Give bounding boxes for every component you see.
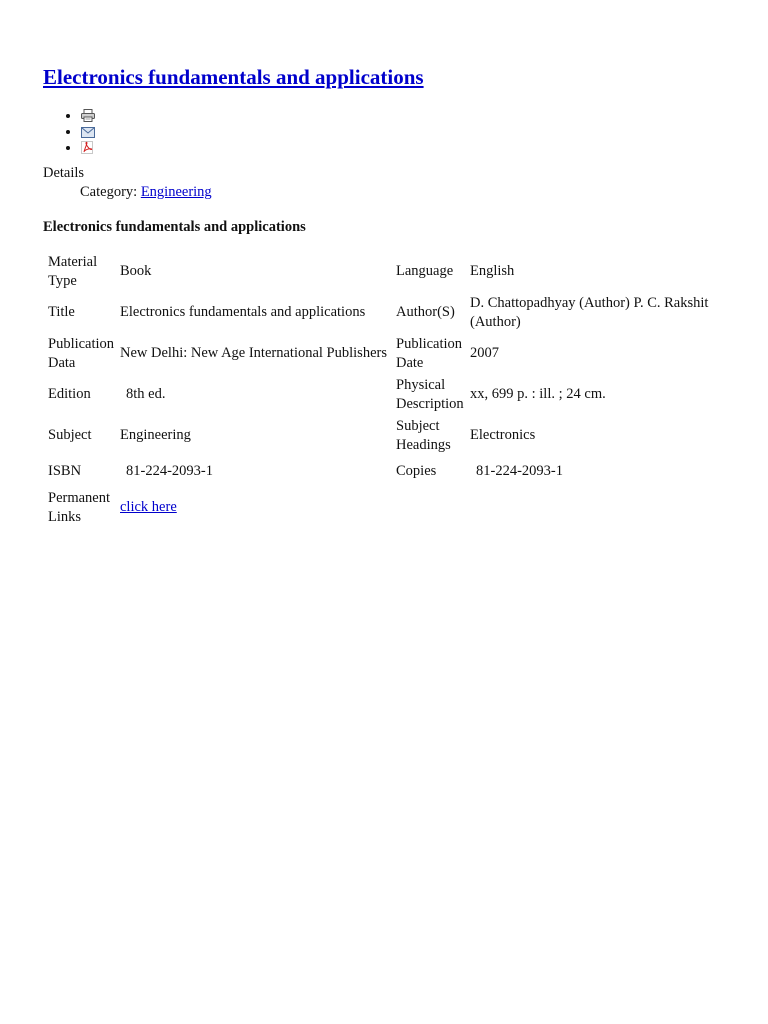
edition-label: Edition — [48, 386, 91, 403]
material-type-label: Material Type — [48, 254, 98, 289]
category-line — [43, 183, 733, 202]
empty-cell — [468, 487, 731, 528]
publication-data-value: New Delhi: New Age International Publishers — [120, 345, 387, 362]
copies-label: Copies — [396, 463, 437, 480]
language-value: English — [470, 263, 515, 280]
table-row — [46, 292, 731, 333]
article — [43, 62, 733, 528]
article-actions — [43, 108, 733, 156]
title-label: Title — [48, 304, 75, 321]
publication-date-value: 2007 — [470, 345, 499, 362]
material-type-value: Book — [120, 263, 152, 280]
pdf-action[interactable] — [81, 140, 733, 156]
isbn-value: 81-224-2093-1 — [126, 463, 213, 480]
physical-description-label: Physical Description — [396, 377, 464, 412]
subject-headings-value: Electronics — [470, 427, 536, 444]
publication-data-label: Publication Data — [48, 336, 115, 371]
page-title — [43, 62, 733, 92]
table-row — [46, 374, 731, 415]
table-row — [46, 415, 731, 456]
publication-date-label: Publication Date — [396, 336, 463, 371]
subject-value: Engineering — [120, 427, 191, 444]
authors-value: D. Chattopadhyay (Author) P. C. Rakshit (Author) — [470, 295, 709, 330]
article-details — [43, 164, 733, 202]
record-table — [46, 251, 731, 528]
permanent-links-value — [118, 487, 394, 528]
email-icon[interactable] — [81, 127, 95, 138]
copies-value: 81-224-2093-1 — [476, 463, 563, 480]
category-link[interactable]: Engineering — [140, 184, 212, 200]
email-action[interactable] — [81, 124, 733, 140]
permanent-links-label: Permanent Links — [48, 490, 111, 525]
physical-description-value: xx, 699 p. : ill. ; 24 cm. — [470, 386, 606, 403]
edition-value: 8th ed. — [126, 386, 166, 403]
pdf-icon[interactable] — [81, 141, 93, 154]
empty-cell — [394, 487, 468, 528]
table-row — [46, 333, 731, 374]
details-label: Details — [43, 165, 85, 181]
title-value: Electronics fundamentals and applications — [120, 304, 366, 321]
table-row — [46, 251, 731, 292]
isbn-label: ISBN — [48, 463, 82, 480]
print-icon[interactable] — [81, 109, 95, 122]
subject-headings-label: Subject Headings — [396, 418, 451, 453]
table-row — [46, 487, 731, 528]
record-heading: Electronics fundamentals and applications — [43, 219, 306, 235]
category-label: Category: — [80, 184, 138, 200]
permanent-link[interactable]: click here — [120, 499, 177, 516]
authors-label: Author(S) — [396, 304, 455, 321]
table-row — [46, 456, 731, 487]
title-link[interactable]: Electronics fundamentals and applications — [43, 65, 424, 89]
language-label: Language — [396, 263, 454, 280]
print-action[interactable] — [81, 108, 733, 124]
subject-label: Subject — [48, 427, 92, 444]
